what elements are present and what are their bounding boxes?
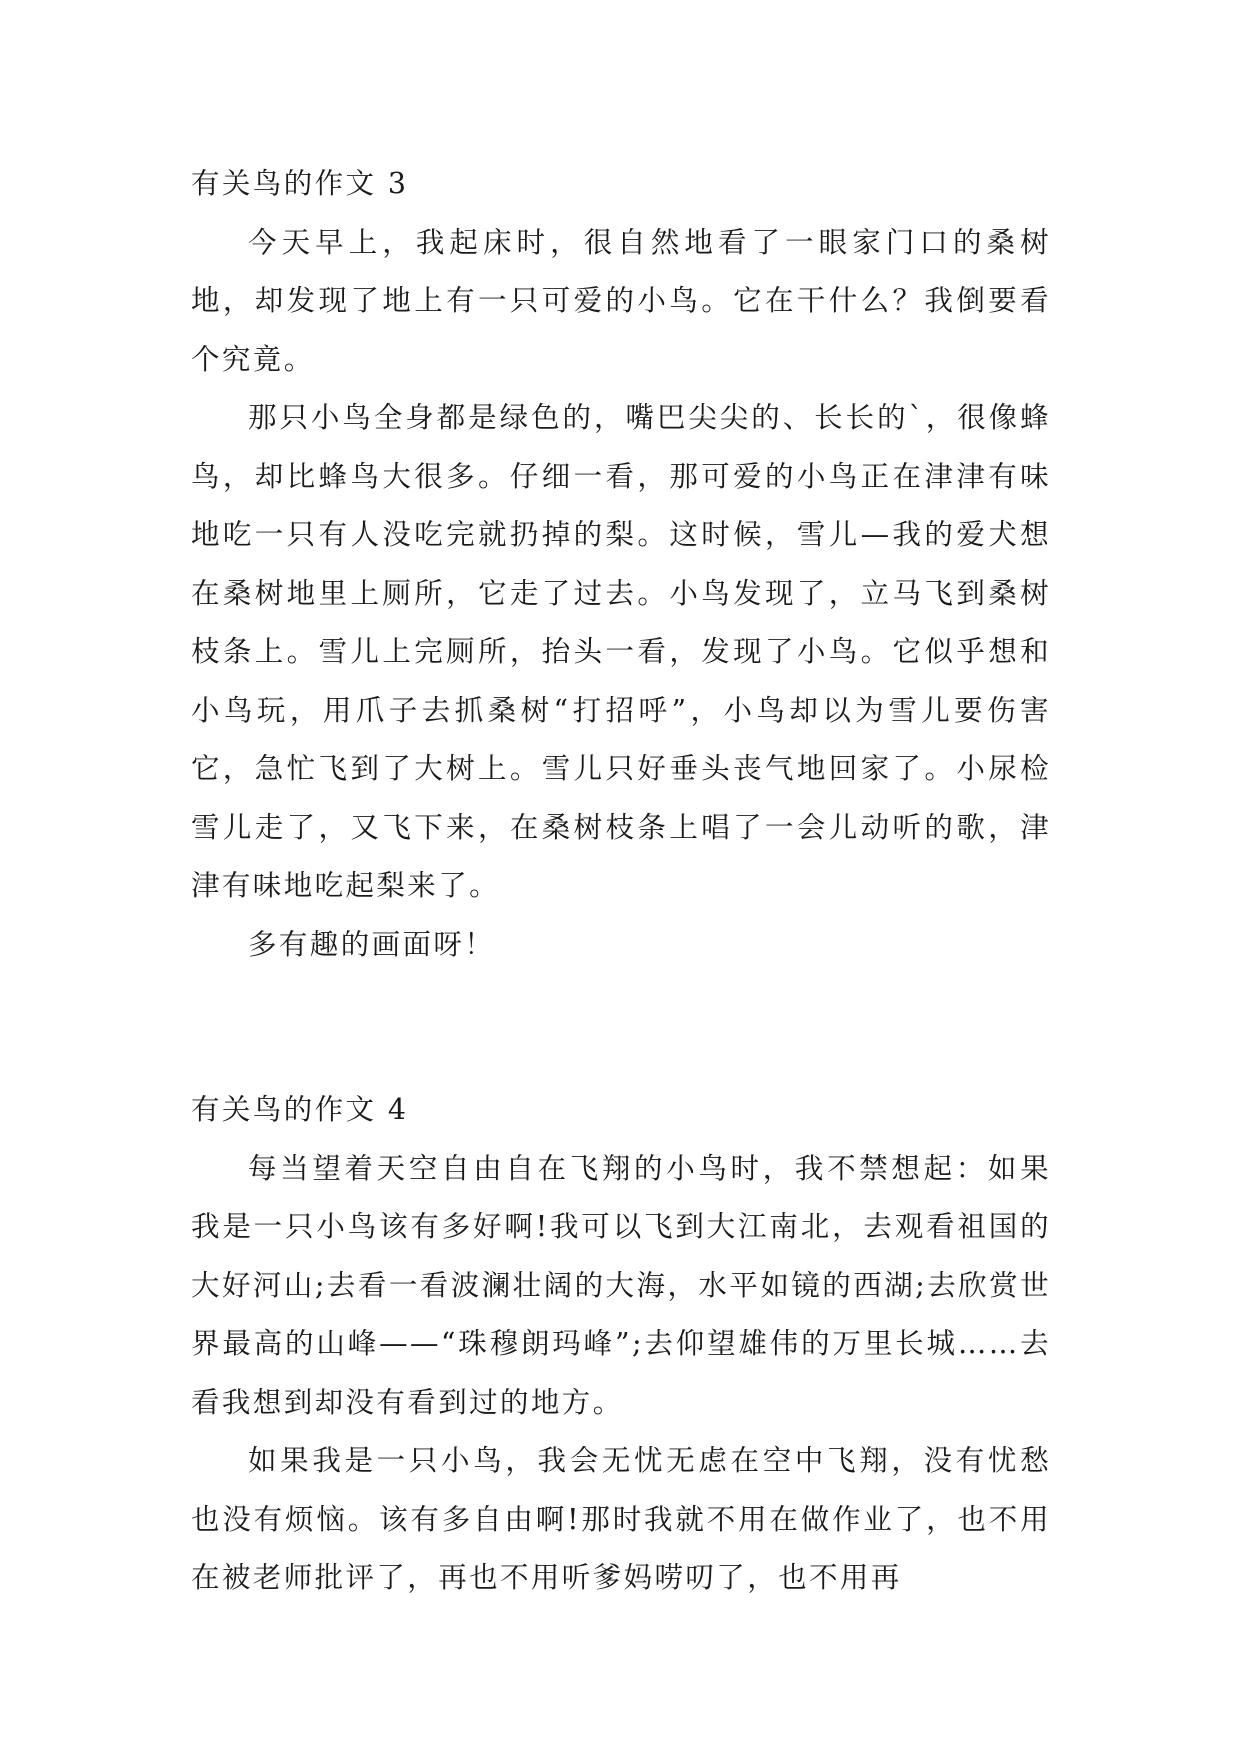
- section-spacer: [191, 974, 1051, 1081]
- section-title-essay-3: 有关鸟的作文 3: [191, 167, 409, 200]
- essay-3-paragraph-3: 多有趣的画面呀！: [248, 927, 496, 961]
- essay-3-paragraph-2: 那只小鸟全身都是绿色的，嘴巴尖尖的、长长的`，很像蜂鸟，却比蜂鸟大很多。仔细一看，那可爱的小鸟正在津津有味地吃一只有人没吃完就扔掉的梨。这时候，雪儿—我的爱犬想在桑树地里上厕所，它走了过去。小鸟发现了，立马飞到桑树枝条上。雪儿上完厕所，抬头一看，发现了小鸟。它似乎想和小鸟玩，用爪子去抓桑树“打招呼”，小鸟却以为雪儿要伤害它，急忙飞到了大树上。雪儿只好垂头丧气地回家了。小尿检雪儿走了，又飞下来，在桑树枝条上唱了一会儿动听的歌，津津有味地吃起梨来了。: [191, 401, 1051, 902]
- section-title-essay-4: 有关鸟的作文 4: [191, 1093, 409, 1126]
- essay-3-paragraph-1: 今天早上，我起床时，很自然地看了一眼家门口的桑树地，却发现了地上有一只可爱的小鸟。它在干什么？我倒要看个究竟。: [191, 225, 1051, 376]
- document-body: [191, 155, 1051, 1608]
- essay-4-paragraph-2: 如果我是一只小鸟，我会无忧无虑在空中飞翔，没有忧愁也没有烦恼。该有多自由啊!那时我就不用在做作业了，也不用在被老师批评了，再也不用听爹妈唠叨了，也不用再: [191, 1444, 1051, 1594]
- essay-4-paragraph-1: 每当望着天空自由自在飞翔的小鸟时，我不禁想起：如果我是一只小鸟该有多好啊!我可以飞到大江南北，去观看祖国的大好河山;去看一看波澜壮阔的大海，水平如镜的西湖;去欣赏世界最高的山峰——“珠穆朗玛峰”;去仰望雄伟的万里长城……去看我想到却没有看到过的地方。: [191, 1151, 1051, 1419]
